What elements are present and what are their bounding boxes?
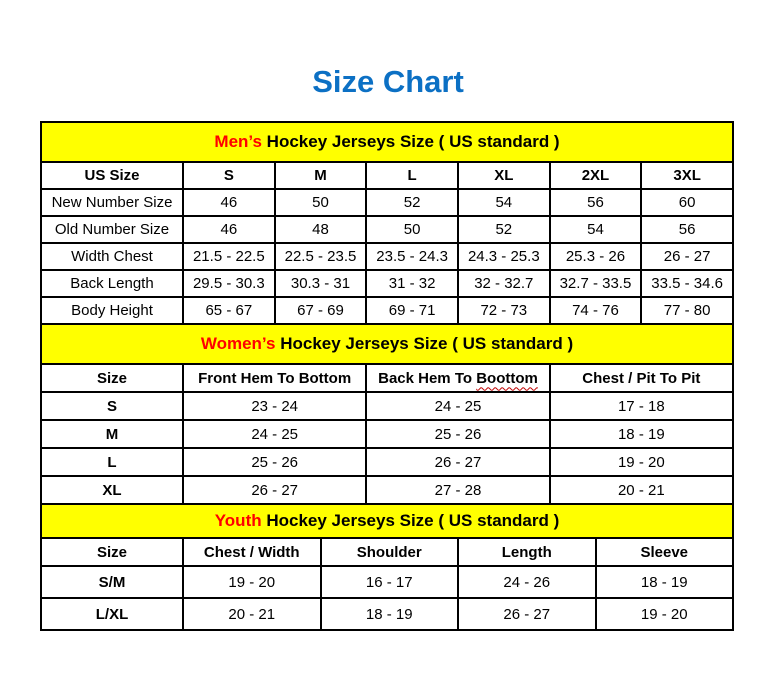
value-cell: 21.5 - 22.5 [183,243,275,270]
value-cell: 50 [366,216,458,243]
header-cell: 2XL [550,162,642,189]
value-cell: 65 - 67 [183,297,275,324]
row-label-cell: XL [41,476,183,504]
row-label-cell: Old Number Size [41,216,183,243]
value-cell: 74 - 76 [550,297,642,324]
table-row [41,420,733,448]
value-cell: 23.5 - 24.3 [366,243,458,270]
value-cell: 29.5 - 30.3 [183,270,275,297]
value-cell: 18 - 19 [550,420,733,448]
value-cell: 25 - 26 [183,448,366,476]
value-cell: 32 - 32.7 [458,270,550,297]
header-cell-text: Back Hem To [378,369,477,387]
tables-stack [40,121,734,631]
womens-heading-rest: Hockey Jerseys Size ( US standard ) [275,334,574,353]
value-cell: 27 - 28 [366,476,549,504]
header-cell: Length [458,538,596,566]
value-cell: 25.3 - 26 [550,243,642,270]
mens-heading-highlight: Men’s [214,132,262,151]
row-label-cell: S [41,392,183,420]
header-cell: M [275,162,367,189]
value-cell: 24 - 25 [366,392,549,420]
row-label-cell: S/M [41,566,183,598]
header-cell: US Size [41,162,183,189]
value-cell: 22.5 - 23.5 [275,243,367,270]
table-row [41,566,733,598]
value-cell: 23 - 24 [183,392,366,420]
row-label-cell: New Number Size [41,189,183,216]
value-cell: 46 [183,216,275,243]
value-cell: 26 - 27 [458,598,596,630]
mens-heading-rest: Hockey Jerseys Size ( US standard ) [261,132,560,151]
header-cell: Size [41,364,183,392]
value-cell: 60 [641,189,733,216]
youth-heading-rest: Hockey Jerseys Size ( US standard ) [261,511,560,530]
header-cell: Shoulder [321,538,459,566]
header-cell: Sleeve [596,538,734,566]
value-cell: 20 - 21 [183,598,321,630]
youth-size-table [40,503,734,631]
value-cell: 19 - 20 [550,448,733,476]
value-cell: 54 [550,216,642,243]
row-label-cell: Width Chest [41,243,183,270]
value-cell: 56 [550,189,642,216]
table-row [41,216,733,243]
value-cell: 31 - 32 [366,270,458,297]
value-cell: 26 - 27 [183,476,366,504]
womens-section-band [41,324,733,364]
header-cell: XL [458,162,550,189]
value-cell: 56 [641,216,733,243]
womens-size-table [40,323,734,505]
womens-section-title [41,324,733,364]
value-cell: 46 [183,189,275,216]
value-cell: 32.7 - 33.5 [550,270,642,297]
value-cell: 24 - 26 [458,566,596,598]
value-cell: 18 - 19 [321,598,459,630]
value-cell: 33.5 - 34.6 [641,270,733,297]
value-cell: 19 - 20 [183,566,321,598]
youth-section-band [41,504,733,538]
mens-section-band [41,122,733,162]
youth-section-title [41,504,733,538]
value-cell: 69 - 71 [366,297,458,324]
header-cell: Chest / Width [183,538,321,566]
row-label-cell: M [41,420,183,448]
row-label-cell: Body Height [41,297,183,324]
value-cell: 26 - 27 [366,448,549,476]
mens-size-table [40,121,734,325]
table-row [41,297,733,324]
row-label-cell: Back Length [41,270,183,297]
womens-heading-highlight: Women’s [200,334,276,353]
youth-heading-highlight: Youth [214,511,262,530]
row-label-cell: L/XL [41,598,183,630]
table-row [41,270,733,297]
value-cell: 30.3 - 31 [275,270,367,297]
header-cell: 3XL [641,162,733,189]
youth-header-row [41,538,733,566]
value-cell: 72 - 73 [458,297,550,324]
value-cell: 24.3 - 25.3 [458,243,550,270]
header-cell: Size [41,538,183,566]
value-cell: 19 - 20 [596,598,734,630]
value-cell: 16 - 17 [321,566,459,598]
header-cell: L [366,162,458,189]
table-row [41,598,733,630]
header-cell: S [183,162,275,189]
value-cell: 52 [458,216,550,243]
header-cell [366,364,549,392]
value-cell: 50 [275,189,367,216]
header-cell: Front Hem To Bottom [183,364,366,392]
page-title: Size Chart [312,64,464,99]
table-row [41,476,733,504]
value-cell: 25 - 26 [366,420,549,448]
value-cell: 24 - 25 [183,420,366,448]
value-cell: 77 - 80 [641,297,733,324]
value-cell: 18 - 19 [596,566,734,598]
table-row [41,189,733,216]
value-cell: 26 - 27 [641,243,733,270]
value-cell: 17 - 18 [550,392,733,420]
table-row [41,243,733,270]
value-cell: 48 [275,216,367,243]
value-cell: 54 [458,189,550,216]
row-label-cell: L [41,448,183,476]
misspelled-word: Boottom [476,369,538,387]
value-cell: 67 - 69 [275,297,367,324]
table-row [41,448,733,476]
mens-header-row [41,162,733,189]
value-cell: 52 [366,189,458,216]
womens-header-row [41,364,733,392]
mens-section-title [41,122,733,162]
header-cell: Chest / Pit To Pit [550,364,733,392]
value-cell: 20 - 21 [550,476,733,504]
table-row [41,392,733,420]
